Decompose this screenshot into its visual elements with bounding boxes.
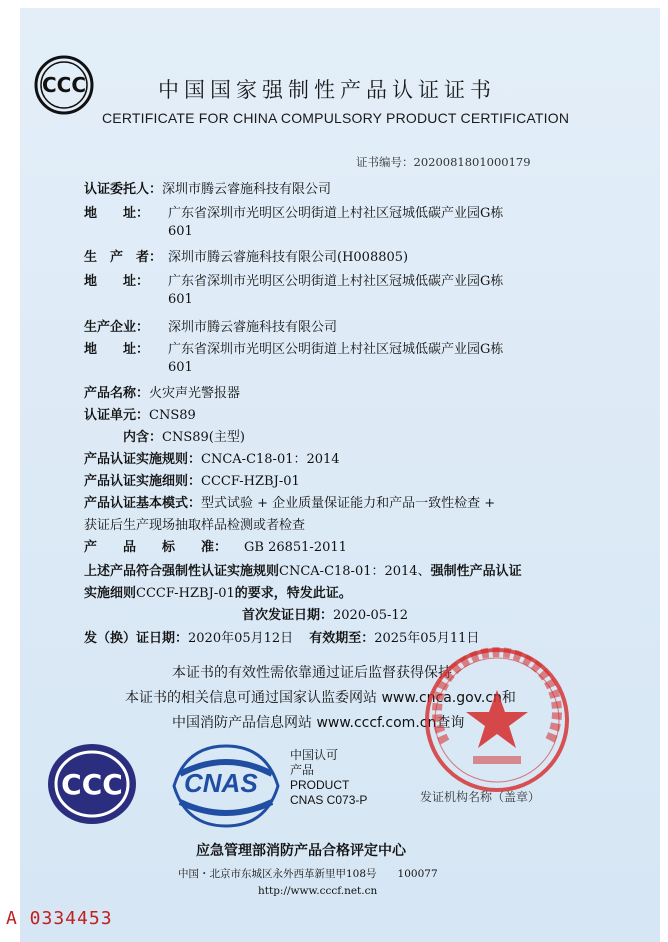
issuer-seal-label: 发证机构名称（盖章）: [420, 790, 541, 804]
field-label: 产品认证基本模式：: [84, 496, 202, 511]
field-cert-mode: [84, 492, 495, 511]
field-product-standard: [84, 536, 347, 555]
certificate-title-en: CERTIFICATE FOR CHINA COMPULSORY PRODUCT CERTIFICATION: [102, 110, 570, 126]
field-label: 地 址：: [84, 342, 150, 357]
statement-line-1: 上述产品符合强制性认证实施规则CNCA-C18-01：2014、强制性产品认证: [84, 564, 522, 579]
field-label: 产品认证实施细则：: [84, 474, 202, 489]
field-value: 深圳市腾云睿施科技有限公司(H008805): [168, 250, 409, 265]
field-value: 火灾声光警报器: [149, 386, 241, 401]
certificate-title-cn: 中国国家强制性产品认证证书: [158, 78, 496, 102]
field-label: 认证单元：: [84, 408, 150, 423]
field-applicant-address: [84, 202, 503, 221]
svg-text:CCC: CCC: [61, 768, 123, 801]
field-value: 广东省深圳市光明区公明街道上村社区冠城低碳产业园G栋: [168, 342, 504, 357]
field-impl-rule: [84, 448, 340, 467]
field-value: 型式试验 + 企业质量保证能力和产品一致性检查 +: [201, 496, 496, 511]
field-label: 产品名称：: [84, 386, 150, 401]
cnas-line: CNAS C073-P: [290, 793, 368, 807]
field-cert-mode-cont: [84, 514, 305, 533]
cnas-line: PRODUCT: [290, 778, 350, 792]
field-cert-unit: [84, 404, 196, 423]
lookup-note-2: 中国消防产品信息网站 www.cccf.com.cn查询: [172, 715, 465, 731]
ccc-logo-icon: [34, 55, 94, 115]
field-factory-address-cont: 601: [168, 360, 193, 375]
footer-address: 中国・北京市东城区永外西革新里甲108号 100077: [178, 868, 438, 880]
field-value: 深圳市腾云睿施科技有限公司: [168, 320, 338, 335]
field-product-name: [84, 382, 240, 401]
red-seal-stamp-icon: [421, 644, 573, 796]
field-value: CCCF-HZBJ-01: [201, 474, 300, 489]
field-value: CNS89(主型): [162, 430, 245, 445]
validity-note: 本证书的有效性需依靠通过证后监督获得保持: [172, 665, 452, 681]
serial-number: A 0334453: [6, 908, 113, 929]
certificate-number: 证书编号：2020081801000179: [356, 155, 531, 169]
field-applicant: [84, 178, 331, 197]
field-value: 广东省深圳市光明区公明街道上村社区冠城低碳产业园G栋: [168, 206, 504, 221]
field-value: 广东省深圳市光明区公明街道上村社区冠城低碳产业园G栋: [168, 274, 504, 289]
field-label: 内含：: [84, 430, 163, 445]
field-label: 认证委托人：: [84, 182, 163, 197]
field-manufacturer-address: [84, 270, 503, 289]
field-value: 获证后生产现场抽取样品检测或者检查: [84, 518, 306, 533]
field-value: 深圳市腾云睿施科技有限公司: [162, 182, 332, 197]
field-cert-unit-contains: [84, 426, 245, 445]
field-value: CNS89: [149, 408, 196, 423]
lookup-note-1: 本证书的相关信息可通过国家认监委网站 www.cnca.gov.cn和: [125, 690, 516, 706]
footer-organization: 应急管理部消防产品合格评定中心: [196, 843, 406, 859]
ccc-mark-icon: [46, 738, 138, 830]
field-factory: [84, 316, 337, 335]
cnas-accreditation-text: [290, 748, 367, 808]
field-applicant-address-cont: 601: [168, 224, 193, 239]
cnas-logo-text: CNAS: [184, 768, 258, 798]
field-label: 生产企业：: [84, 320, 150, 335]
field-impl-detail: [84, 470, 300, 489]
field-label: 产 品 标 准：: [84, 540, 228, 555]
field-value: GB 26851-2011: [244, 540, 347, 555]
field-label: 地 址：: [84, 274, 150, 289]
footer-url[interactable]: http://www.cccf.net.cn: [258, 885, 378, 897]
field-manufacturer: [84, 246, 408, 265]
cnas-line: 中国认可: [290, 748, 339, 762]
field-label: 产品认证实施规则：: [84, 452, 202, 467]
field-factory-address: [84, 338, 503, 357]
field-manufacturer-address-cont: 601: [168, 292, 193, 307]
statement-line-2: 实施细则CCCF-HZBJ-01的要求，特发此证。: [84, 586, 352, 601]
svg-text:CCC: CCC: [41, 73, 87, 97]
field-label: 生 产 者：: [84, 250, 163, 265]
field-value: CNCA-C18-01：2014: [201, 452, 340, 467]
field-label: 地 址：: [84, 206, 150, 221]
cnas-line: 产品: [290, 763, 315, 777]
issue-validity-dates: 发（换）证日期：2020年05月12日 有效期至：2025年05月11日: [84, 631, 480, 646]
first-issue-date: 首次发证日期：2020-05-12: [242, 608, 408, 623]
